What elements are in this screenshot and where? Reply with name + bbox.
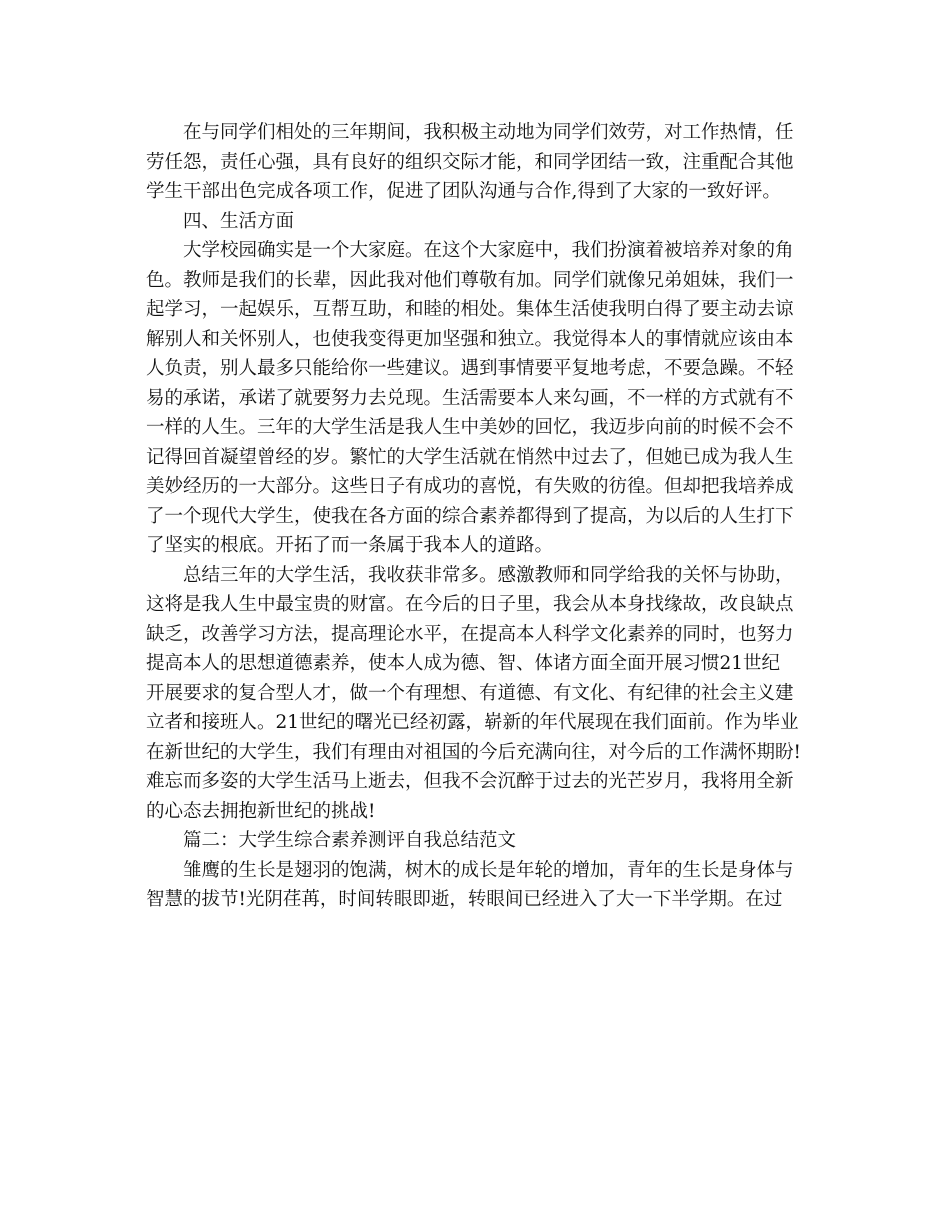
- text-line: 提高本人的思想道德素养，使本人成为德、智、体诸方面全面开展习惯21世纪: [146, 653, 781, 674]
- text-line: 缺乏，改善学习方法，提高理论水平，在提高本人科学文化素养的同时，也努力: [146, 623, 794, 645]
- text-line: 大学校园确实是一个大家庭。在这个大家庭中，我们扮演着被培养对象的角: [183, 240, 794, 261]
- text-line: 一样的人生。三年的大学生活是我人生中美妙的回忆，我迈步向前的时候不会不: [146, 417, 794, 438]
- text-line: 雏鹰的生长是翅羽的饱满，树木的成长是年轮的增加，青年的生长是身体与: [183, 859, 794, 881]
- text-line: 在与同学们相处的三年期间，我积极主动地为同学们效劳，对工作热情，任: [183, 122, 794, 143]
- text-line: 在新世纪的大学生，我们有理由对祖国的今后充满向往，对今后的工作满怀期盼!: [146, 741, 801, 763]
- text-line: 开展要求的复合型人才，做一个有理想、有道德、有文化、有纪律的社会主义建: [146, 682, 794, 704]
- text-line: 学生干部出色完成各项工作，促进了团队沟通与合作,得到了大家的一致好评。: [146, 181, 781, 202]
- text-line: 总结三年的大学生活，我收获非常多。感激教师和同学给我的关怀与协助，: [183, 564, 794, 586]
- text-line: 劳任怨，责任心强，具有良好的组织交际才能，和同学团结一致，注重配合其他: [146, 151, 794, 173]
- text-line: 立者和接班人。21世纪的曙光已经初露，崭新的年代展现在我们面前。作为毕业: [146, 712, 799, 733]
- text-line: 了一个现代大学生，使我在各方面的综合素养都得到了提高，为以后的人生打下: [146, 505, 794, 527]
- document-body: [146, 118, 806, 915]
- text-line: 易的承诺，承诺了就要努力去兑现。生活需要本人来勾画，不一样的方式就有不: [146, 387, 794, 409]
- text-line: 人负责，别人最多只能给你一些建议。遇到事情要平复地考虑，不要急躁。不轻: [146, 358, 794, 379]
- text-line: 这将是我人生中最宝贵的财富。在今后的日子里，我会从本身找缘故，改良缺点: [146, 594, 794, 615]
- text-line: 记得回首凝望曾经的岁。繁忙的大学生活就在悄然中过去了，但她已成为我人生: [146, 446, 794, 468]
- text-line: 了坚实的根底。开拓了而一条属于我本人的道路。: [146, 535, 554, 556]
- text-line: 难忘而多姿的大学生活马上逝去，但我不会沉醉于过去的光芒岁月，我将用全新: [146, 771, 794, 792]
- text-line: 的心态去拥抱新世纪的挑战!: [146, 800, 376, 822]
- text-line: 起学习，一起娱乐，互帮互助，和睦的相处。集体生活使我明白得了要主动去谅: [146, 299, 794, 320]
- text-line: 四、生活方面: [183, 210, 295, 232]
- text-line: 美妙经历的一大部分。这些日子有成功的喜悦，有失败的彷徨。但却把我培养成: [146, 476, 794, 497]
- text-line: 色。教师是我们的长辈，因此我对他们尊敬有加。同学们就像兄弟姐妹，我们一: [146, 269, 794, 291]
- text-line: 解别人和关怀别人，也使我变得更加坚强和独立。我觉得本人的事情就应该由本: [146, 328, 794, 350]
- text-line: 智慧的拔节!光阴荏苒，时间转眼即逝，转眼间已经进入了大一下半学期。在过: [146, 889, 783, 910]
- text-line: 篇二：大学生综合素养测评自我总结范文: [183, 830, 517, 851]
